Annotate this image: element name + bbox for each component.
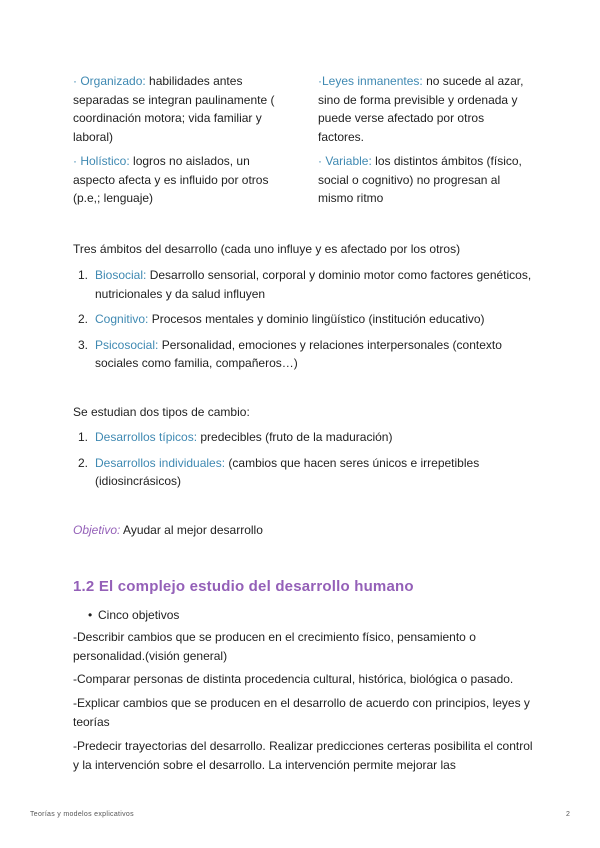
cambio-intro: Se estudian dos tipos de cambio: xyxy=(73,405,250,419)
ambitos-list xyxy=(73,266,533,380)
list-item: 2. Cognitivo: Procesos mentales y dominio lingüístico (institución educativo) xyxy=(78,312,485,326)
ambitos-intro: Tres ámbitos del desarrollo (cada uno influye y es afectado por los otros) xyxy=(73,242,461,256)
char-leyes: ·Leyes inmanentes: no sucede al azar, sino de forma previsible y ordenada y puede verse afectado por otros factores. xyxy=(318,74,524,144)
bullet-text: Cinco objetivos xyxy=(98,608,180,622)
section-heading: 1.2 El complejo estudio del desarrollo humano xyxy=(73,578,414,595)
section-line-comparar: -Comparar personas de distinta procedencia cultural, histórica, biológica o pasado. xyxy=(73,672,514,686)
list-item: 2. Desarrollos individuales: (cambios que hacen seres únicos e irrepetibles (idiosincrásicos) xyxy=(78,455,480,488)
section-line-predecir: -Predecir trayectorias del desarrollo. Realizar predicciones certeras posibilita el control y la intervención sobre el desarrollo. La intervención permite mejorar las xyxy=(73,739,533,772)
char-holistico: · Holístico: logros no aislados, un aspecto afecta y es influido por otros (p.e,; lenguaje) xyxy=(73,154,269,205)
section-line-describir: -Describir cambios que se producen en el crecimiento físico, pensamiento o personalidad.(visión general) xyxy=(73,630,476,663)
bullet-dot: • xyxy=(88,608,93,622)
char-organizado: · Organizado: habilidades antes separadas se integran paulinamente ( coordinación motora; vida familiar y laboral) xyxy=(73,74,275,144)
left-column xyxy=(73,72,288,214)
characteristics-columns xyxy=(73,72,533,214)
right-column xyxy=(318,72,533,214)
objetivo-line: Objetivo: Ayudar al mejor desarrollo xyxy=(73,523,263,537)
footer-title: Teorías y modelos explicativos xyxy=(30,811,134,818)
list-item: 3. Psicosocial: Personalidad, emociones y relaciones interpersonales (contexto sociales como familia, compañeros…) xyxy=(78,337,502,370)
cambio-list xyxy=(73,428,533,498)
section-line-explicar: -Explicar cambios que se producen en el desarrollo de acuerdo con principios, leyes y teorías xyxy=(73,696,530,729)
list-item: 1. Biosocial: Desarrollo sensorial, corporal y dominio motor como factores genéticos, nutricionales y da salud influyen xyxy=(78,268,532,301)
list-item: 1. Desarrollos típicos: predecibles (fruto de la maduración) xyxy=(78,430,393,444)
page-number: 2 xyxy=(566,811,570,818)
char-variable: · Variable: los distintos ámbitos (físico, social o cognitivo) no progresan al mismo ritmo xyxy=(318,154,522,205)
